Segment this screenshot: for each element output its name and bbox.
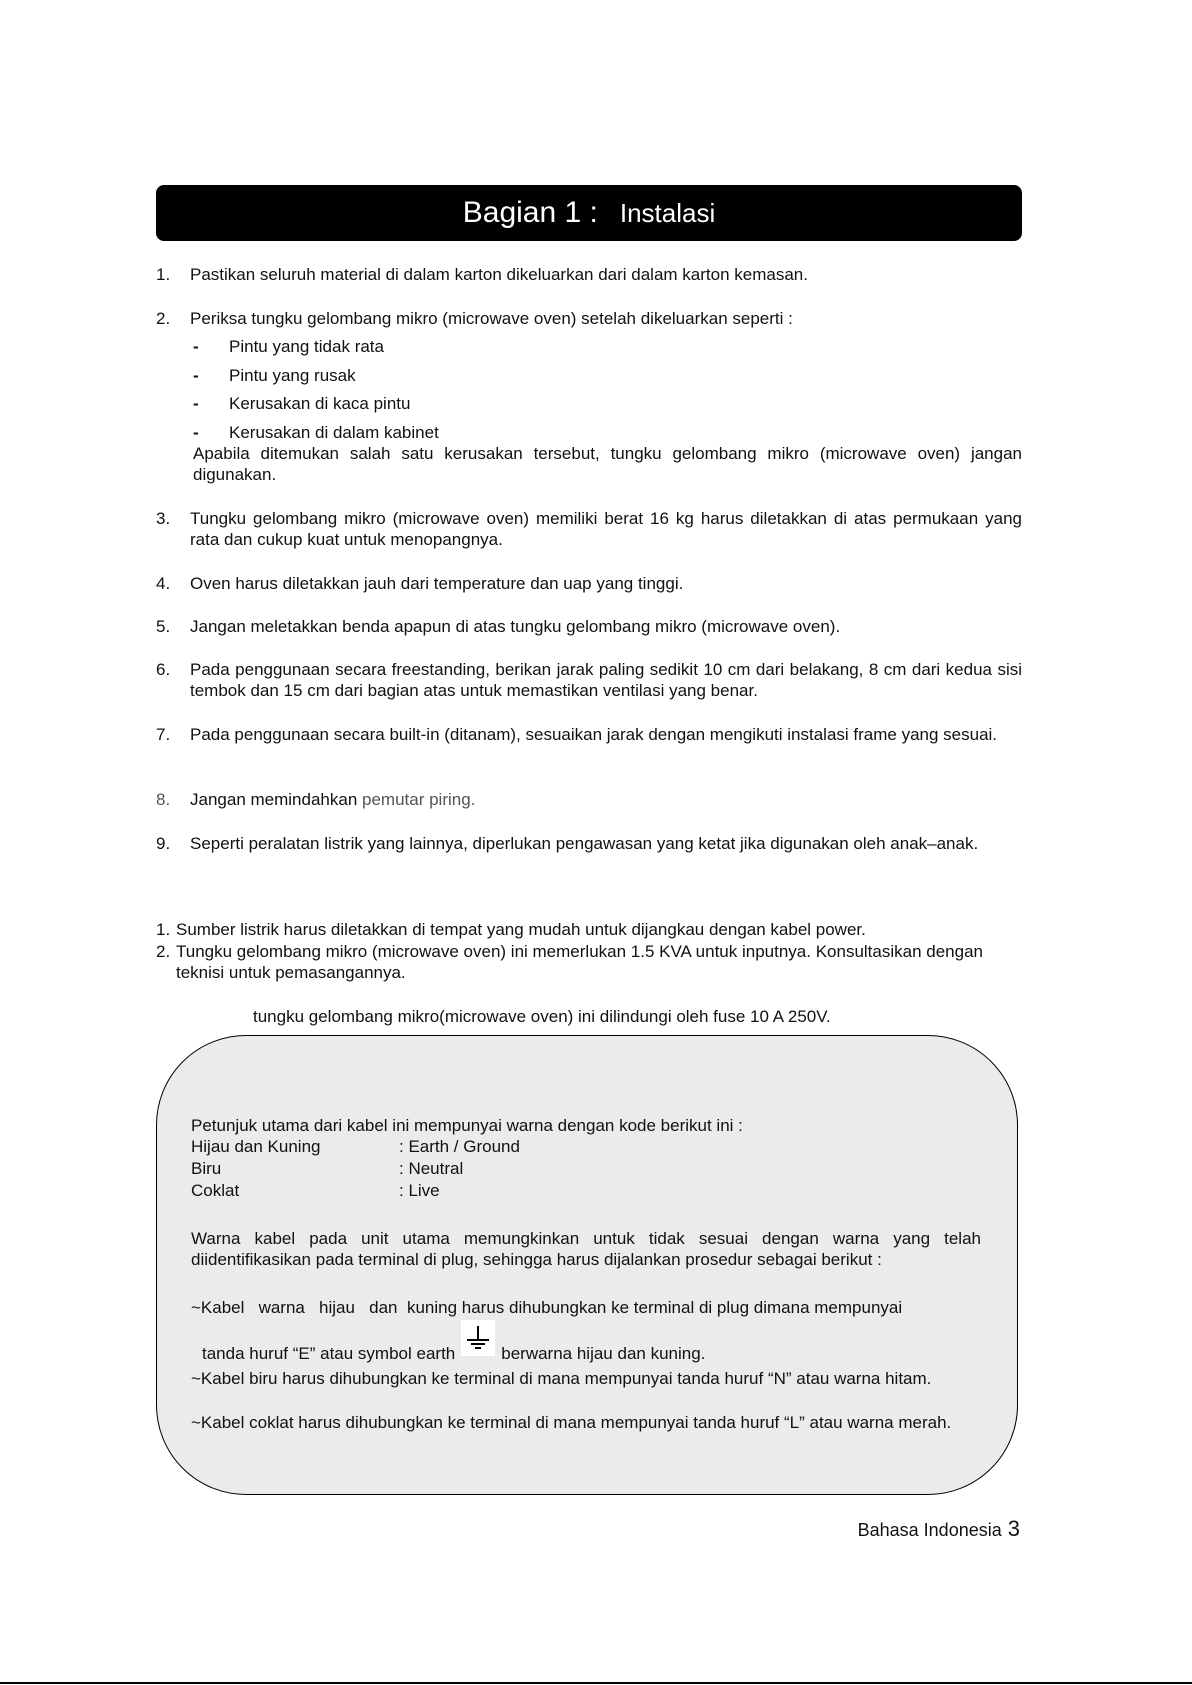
item-text: Pastikan seluruh material di dalam karton dikeluarkan dari dalam karton kemasan. bbox=[190, 265, 808, 284]
color-code-meaning: : Neutral bbox=[399, 1159, 464, 1178]
fuse-notice: tungku gelombang mikro(microwave oven) ini dilindungi oleh fuse 10 A 250V. bbox=[253, 1007, 831, 1026]
section-title: Instalasi bbox=[619, 197, 716, 228]
item-number: 7. bbox=[156, 725, 171, 744]
item-text: Tungku gelombang mikro (microwave oven) ini memerlukan 1.5 KVA untuk inputnya. Konsultasikan dengan teknisi untuk pemasangannya. bbox=[176, 942, 983, 982]
wiring-paragraph: Warna kabel pada unit utama memungkinkan untuk tidak sesuai dengan warna yang telah diidentifikasikan pada terminal di plug, sehingga harus dijalankan prosedur sebagai berikut : bbox=[191, 1229, 981, 1269]
color-code-label: Hijau dan Kuning bbox=[191, 1137, 321, 1156]
sub-item bbox=[193, 336, 384, 357]
dash-bullet: - bbox=[193, 366, 199, 385]
sub-item bbox=[193, 365, 356, 386]
bottom-rule bbox=[0, 1682, 1192, 1684]
item-text: Jangan meletakkan benda apapun di atas tungku gelombang mikro (microwave oven). bbox=[190, 617, 841, 636]
item-text: Sumber listrik harus diletakkan di tempat yang mudah untuk dijangkau dengan kabel power. bbox=[176, 920, 866, 939]
list-item bbox=[156, 616, 1022, 637]
list-item bbox=[156, 264, 1022, 285]
item-text: Seperti peralatan listrik yang lainnya, diperlukan pengawasan yang ketat jika digunakan oleh anak–anak. bbox=[190, 834, 979, 853]
color-code-label: Coklat bbox=[191, 1181, 240, 1200]
sub-item-text: Kerusakan di dalam kabinet bbox=[229, 423, 439, 442]
item-number: 1. bbox=[156, 920, 171, 939]
item-text: Tungku gelombang mikro (microwave oven) memiliki berat 16 kg harus diletakkan di atas permukaan yang rata dan cukup kuat untuk menopangnya. bbox=[190, 509, 1022, 549]
item-text: Oven harus diletakkan jauh dari temperature dan uap yang tinggi. bbox=[190, 574, 684, 593]
sub-item-text: Pintu yang rusak bbox=[229, 366, 356, 385]
wiring-rule-earth-cont bbox=[202, 1320, 705, 1372]
section-number: Bagian 1 : bbox=[462, 196, 598, 229]
dash-bullet: - bbox=[193, 394, 199, 413]
wiring-intro: Petunjuk utama dari kabel ini mempunyai warna dengan kode berikut ini : bbox=[191, 1116, 743, 1135]
sub-item bbox=[193, 393, 410, 414]
item-number: 3. bbox=[156, 509, 171, 528]
sub-item-text: Pintu yang tidak rata bbox=[229, 337, 384, 356]
list-item bbox=[156, 789, 1022, 810]
wiring-rule-neutral: ~Kabel biru harus dihubungkan ke terminal di mana mempunyai tanda huruf “N” atau warna hitam. bbox=[191, 1369, 932, 1388]
footer-language: Bahasa Indonesia bbox=[857, 1520, 1002, 1540]
item-number: 6. bbox=[156, 660, 171, 679]
wiring-rule-earth: ~Kabel warna hijau dan kuning harus dihubungkan ke terminal di plug dimana mempunyai bbox=[191, 1298, 903, 1317]
item-number: 5. bbox=[156, 617, 171, 636]
item-number: 2. bbox=[156, 309, 171, 328]
item-number: 8. bbox=[156, 790, 171, 809]
item-text: Jangan memindahkan bbox=[190, 790, 363, 809]
sub-item bbox=[193, 422, 439, 443]
section-header bbox=[156, 185, 1022, 241]
color-code-meaning: : Earth / Ground bbox=[399, 1137, 520, 1156]
list-item bbox=[156, 508, 1022, 550]
item-number: 4. bbox=[156, 574, 171, 593]
electrical-item bbox=[156, 919, 1022, 940]
wiring-rule-live: ~Kabel coklat harus dihubungkan ke terminal di mana mempunyai tanda huruf “L” atau warna merah. bbox=[191, 1413, 952, 1432]
color-code-label: Biru bbox=[191, 1159, 222, 1178]
item-text: Pada penggunaan secara built-in (ditanam), sesuaikan jarak dengan mengikuti instalasi frame yang sesuai. bbox=[190, 725, 998, 744]
list-item bbox=[156, 573, 1022, 594]
list-item bbox=[156, 833, 1022, 854]
page-footer bbox=[858, 1516, 1020, 1542]
dash-bullet: - bbox=[193, 423, 199, 442]
sub-item-text: Kerusakan di kaca pintu bbox=[229, 394, 411, 413]
page-number: 3 bbox=[1007, 1516, 1020, 1541]
item-text: Periksa tungku gelombang mikro (microwave oven) setelah dikeluarkan seperti : bbox=[190, 309, 793, 328]
damage-note: Apabila ditemukan salah satu kerusakan tersebut, tungku gelombang mikro (microwave oven) jangan digunakan. bbox=[193, 444, 1022, 484]
earth-rule-text-end: berwarna hijau dan kuning. bbox=[501, 1344, 706, 1363]
item-text: Pada penggunaan secara freestanding, berikan jarak paling sedikit 10 cm dari belakang, 8 cm dari kedua sisi tembok dan 15 cm dari bagian atas untuk memastikan ventilasi yang benar. bbox=[190, 660, 1022, 700]
item-number: 9. bbox=[156, 834, 171, 853]
earth-ground-icon bbox=[461, 1320, 495, 1356]
list-item bbox=[156, 308, 1022, 329]
item-number: 2. bbox=[156, 942, 171, 961]
list-item bbox=[156, 724, 1022, 745]
dash-bullet: - bbox=[193, 337, 199, 356]
earth-rule-text: tanda huruf “E” atau symbol earth bbox=[202, 1344, 456, 1363]
item-text-gray: pemutar piring. bbox=[362, 790, 476, 809]
item-number: 1. bbox=[156, 265, 171, 284]
color-code-meaning: : Live bbox=[399, 1181, 440, 1200]
electrical-item bbox=[156, 941, 1022, 983]
list-item bbox=[156, 659, 1022, 701]
